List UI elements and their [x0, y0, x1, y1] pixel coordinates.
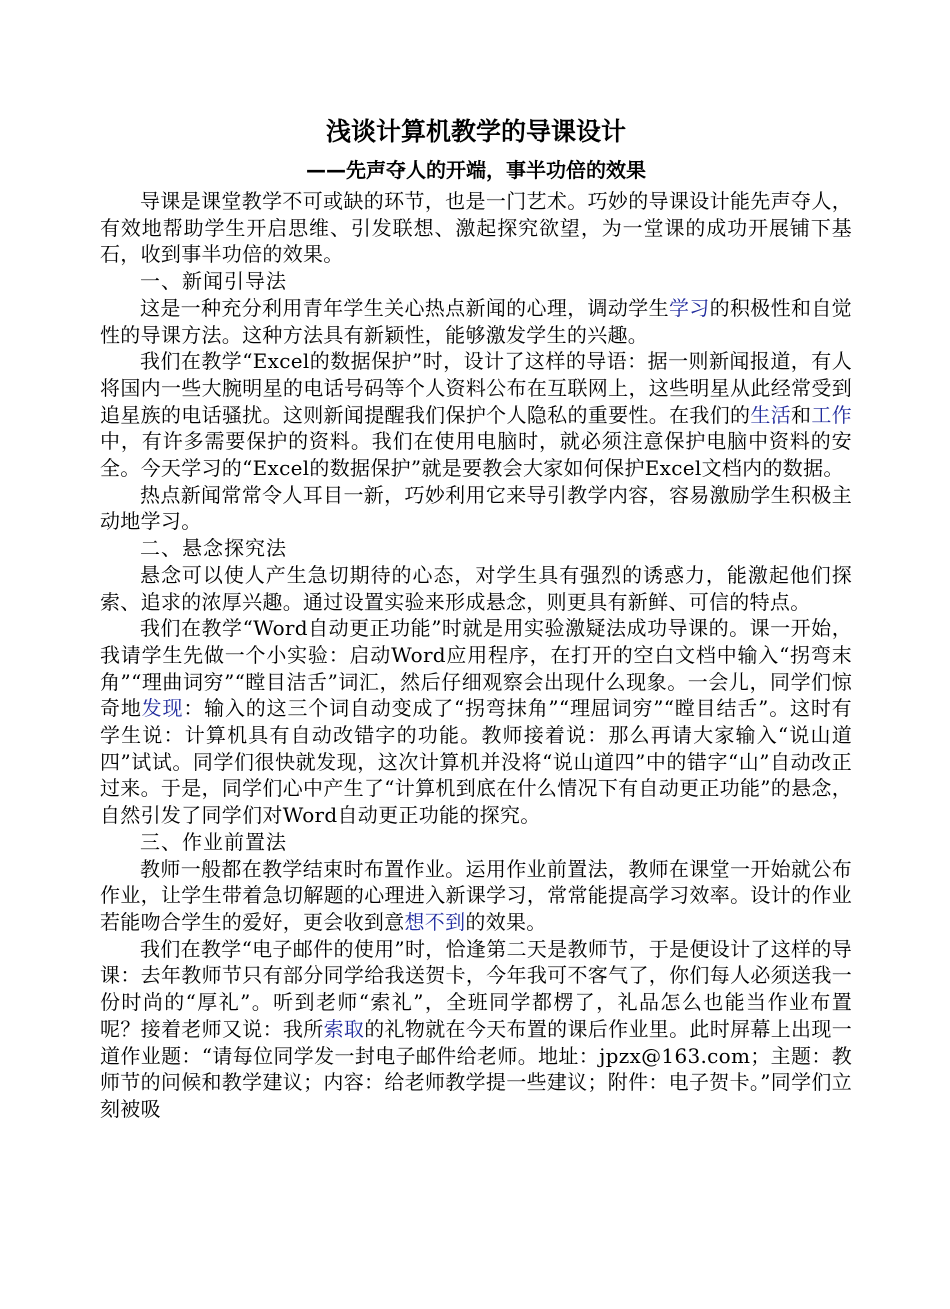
- paragraph-text: 我们在教学“Excel的数据保护”时，设计了这样的导语：据一则新闻报道，有人将国内一些大腕明星的电话号码等个人资料公布在互联网上，这些明星从此经常受到追星族的电话骚扰。这则新闻提醒我们保护个人隐私的重要性。在我们的: [100, 349, 852, 427]
- inline-link[interactable]: 生活: [750, 402, 792, 427]
- paragraph-text: 的积极性和自觉性的导课方法。这种方法具有新颖性，能够激发学生的兴趣。: [100, 295, 852, 347]
- paragraph-text: 热点新闻常常令人耳目一新，巧妙利用它来导引教学内容，容易激励学生积极主动地学习。: [100, 482, 852, 534]
- body-paragraph: [100, 562, 852, 615]
- body-paragraph: [100, 615, 852, 829]
- paragraph-text: 悬念可以使人产生急切期待的心态，对学生具有强烈的诱惑力，能激起他们探索、追求的浓厚兴趣。通过设置实验来形成悬念，则更具有新鲜、可信的特点。: [100, 562, 852, 614]
- body-paragraph: [100, 482, 852, 535]
- paragraph-text: 三、作业前置法: [140, 829, 287, 854]
- section-heading: [100, 268, 852, 295]
- paragraph-text: 这是一种充分利用青年学生关心热点新闻的心理，调动学生: [140, 295, 669, 320]
- paragraph-text: 我们在教学“Word自动更正功能”时就是用实验激疑法成功导课的。课一开始，我请学生先做一个小实验：启动Word应用程序，在打开的空白文档中输入“拐弯末角”“理曲词穷”“瞠目洁舌”词汇，然后仔细观察会出现什么现象。一会儿，同学们惊奇地: [100, 616, 852, 721]
- paragraph-text: 一、新闻引导法: [140, 269, 287, 294]
- section-heading: [100, 829, 852, 856]
- body-paragraph: [100, 856, 852, 936]
- inline-link[interactable]: 想不到: [404, 909, 466, 934]
- paragraph-text: 和: [791, 402, 812, 427]
- paragraph-text: 教师一般都在教学结束时布置作业。运用作业前置法，教师在课堂一开始就公布作业，让学生带着急切解题的心理进入新课学习，常常能提高学习效率。设计的作业若能吻合学生的爱好，更会收到意: [100, 856, 852, 934]
- body-paragraph: [100, 348, 852, 482]
- document-body: [100, 188, 852, 1123]
- paragraph-text: 的礼物就在今天布置的课后作业里。此时屏幕上出现一道作业题：“请每位同学发一封电子邮件给老师。地址：jpzx@163.com；主题：教师节的问候和教学建议；内容：给老师教学提一些建议；附件：电子贺卡。”同学们立刻被吸: [100, 1016, 852, 1121]
- paragraph-text: 二、悬念探究法: [140, 536, 287, 561]
- paragraph-text: 的效果。: [465, 909, 547, 934]
- paragraph-text: 导课是课堂教学不可或缺的环节，也是一门艺术。巧妙的导课设计能先声夺人，有效地帮助学生开启思维、引发联想、激起探究欲望，为一堂课的成功开展铺下基石，收到事半功倍的效果。: [100, 189, 852, 267]
- document-page: [100, 112, 852, 1123]
- paragraph-text: ：输入的这三个词自动变成了“拐弯抹角”“理屈词穷”“瞠目结舌”。这时有学生说：计算机具有自动改错字的功能。教师接着说：那么再请大家输入“说山道四”试试。同学们很快就发现，这次计算机并没将“说山道四”中的错字“山”自动改正过来。于是，同学们心中产生了“计算机到底在什么情况下有自动更正功能”的悬念，自然引发了同学们对Word自动更正功能的探究。: [100, 696, 852, 828]
- document-subtitle: ——先声夺人的开端，事半功倍的效果: [306, 158, 646, 182]
- inline-link[interactable]: 学习: [668, 295, 710, 320]
- inline-link[interactable]: 发现: [141, 696, 184, 721]
- document-title: 浅谈计算机教学的导课设计: [325, 117, 626, 146]
- body-paragraph: [100, 295, 852, 348]
- inline-link[interactable]: 工作: [811, 402, 852, 427]
- body-paragraph: [100, 936, 852, 1123]
- body-paragraph: [100, 188, 852, 268]
- paragraph-text: 我们在教学“电子邮件的使用”时，恰逢第二天是教师节，于是便设计了这样的导课：去年教师节只有部分同学给我送贺卡，今年我可不客气了，你们每人必须送我一份时尚的“厚礼”。听到老师“索礼”，全班同学都楞了，礼品怎么也能当作业布置呢？接着老师又说：我所: [100, 936, 852, 1041]
- paragraph-text: 中，有许多需要保护的资料。我们在使用电脑时，就必须注意保护电脑中资料的安全。今天学习的“Excel的数据保护”就是要教会大家如何保护Excel文档内的数据。: [100, 429, 852, 481]
- section-heading: [100, 535, 852, 562]
- inline-link[interactable]: 索取: [323, 1016, 365, 1041]
